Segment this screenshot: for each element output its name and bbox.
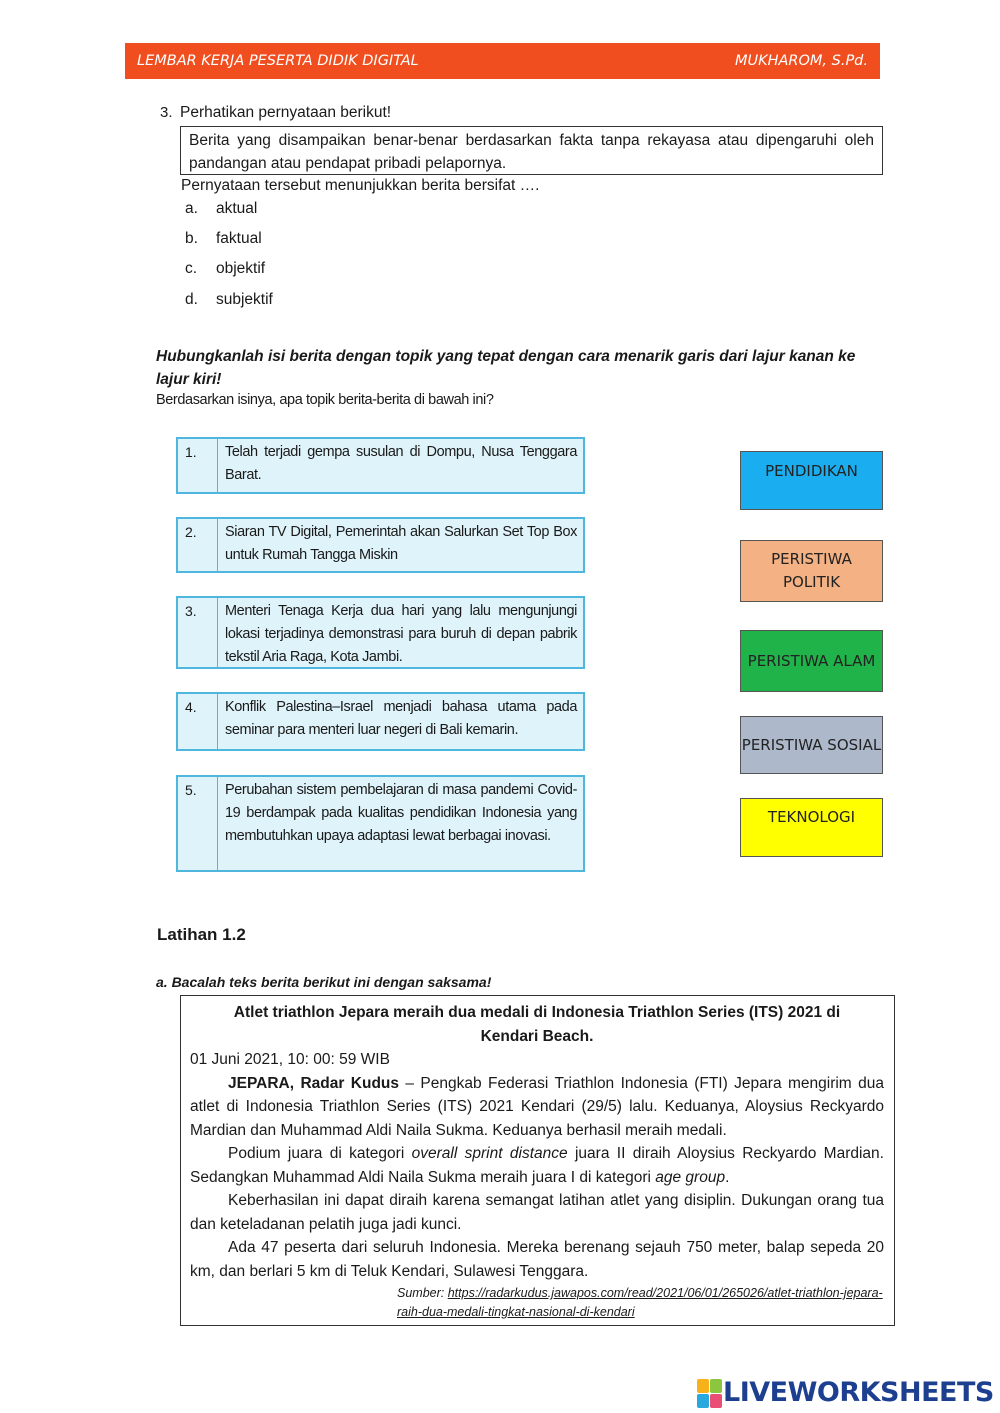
topic-peristiwa-politik[interactable]: PERISTIWA POLITIK	[740, 540, 883, 602]
option-letter: b.	[185, 230, 198, 247]
header-left-text: LEMBAR KERJA PESERTA DIDIK DIGITAL	[137, 53, 419, 69]
logo-square-icon	[697, 1394, 709, 1408]
reading-instruction: a. Bacalah teks berita berikut ini dengan saksama!	[156, 974, 492, 990]
news-number: 2.	[178, 519, 218, 571]
article-p2-em2: age group	[655, 1168, 726, 1186]
article-p2-b: juara II diraih Aloysius Reckyardo Mardian. Sedangkan Muhammad Aldi Naila Sukma meraih juara I di kategori	[190, 1145, 884, 1186]
news-text: Konflik Palestina–Israel menjadi bahasa utama pada seminar para menteri luar negeri di Bali kemarin.	[225, 699, 577, 738]
topic-peristiwa-alam[interactable]: PERISTIWA ALAM	[740, 630, 883, 692]
matching-sub-instruction: Berdasarkan isinya, apa topik berita-berita di bawah ini?	[156, 392, 494, 408]
latihan-heading: Latihan 1.2	[157, 925, 246, 944]
option-a[interactable]	[185, 200, 257, 218]
option-text: aktual	[216, 200, 258, 217]
news-article	[180, 995, 895, 1326]
matching-instruction: Hubungkanlah isi berita dengan topik yang tepat dengan cara menarik garis dari lajur kanan ke lajur kiri!	[156, 348, 856, 388]
option-letter: c.	[185, 260, 198, 277]
question-number: 3.	[160, 104, 173, 121]
article-source	[190, 1284, 884, 1322]
question-follow-up: Pernyataan tersebut menunjukkan berita bersifat ….	[181, 177, 540, 194]
news-text: Siaran TV Digital, Pemerintah akan Salurkan Set Top Box untuk Rumah Tangga Miskin	[225, 524, 577, 563]
option-text: faktual	[216, 230, 262, 247]
question-stem: Perhatikan pernyataan berikut!	[180, 104, 392, 121]
article-p2-c: .	[725, 1168, 730, 1186]
source-label: Sumber:	[397, 1286, 448, 1300]
article-dateline: JEPARA, Radar Kudus	[228, 1074, 399, 1092]
topic-teknologi[interactable]: TEKNOLOGI	[740, 798, 883, 857]
liveworksheets-brand: LIVEWORKSHEETS	[723, 1377, 994, 1408]
header-bar	[125, 43, 880, 79]
news-text: Telah terjadi gempa susulan di Dompu, Nusa Tenggara Barat.	[225, 444, 577, 483]
option-c[interactable]	[185, 260, 265, 278]
article-p2-em1: overall sprint distance	[411, 1145, 568, 1162]
article-paragraph-3: Keberhasilan ini dapat diraih karena semangat latihan atlet yang disiplin. Dukungan orang tua dan keteladanan pelatih juga jadi kunci.	[190, 1192, 884, 1233]
news-item-1[interactable]	[176, 437, 585, 494]
news-item-5[interactable]	[176, 775, 585, 872]
news-number: 1.	[178, 439, 218, 492]
logo-square-icon	[710, 1379, 722, 1393]
news-item-4[interactable]	[176, 692, 585, 751]
liveworksheets-mark-icon	[697, 1379, 721, 1407]
logo-square-icon	[697, 1379, 709, 1393]
news-text: Perubahan sistem pembelajaran di masa pandemi Covid-19 berdampak pada kualitas pendidikan Indonesia yang membutuhkan upaya adaptasi lewat berbagai inovasi.	[225, 782, 577, 844]
news-number: 4.	[178, 694, 218, 749]
article-p2-a: Podium juara di kategori	[228, 1145, 412, 1162]
article-title: Atlet triathlon Jepara meraih dua medali di Indonesia Triathlon Series (ITS) 2021 di Kendari Beach.	[233, 1004, 841, 1045]
article-p1-text: – Pengkab Federasi Triathlon Indonesia (FTI) Jepara mengirim dua atlet di Indonesia Triathlon Series (ITS) 2021 Kendari (29/5) lalu. Keduanya, Aloysius Reckyardo Mardian dan Muhammad Aldi Naila Sukma. Keduanya berhasil meraih medali.	[190, 1074, 884, 1139]
article-paragraph-2	[190, 1142, 884, 1189]
article-date: 01 Juni 2021, 10: 00: 59 WIB	[190, 1051, 390, 1068]
topic-peristiwa-sosial[interactable]: PERISTIWA SOSIAL	[740, 716, 883, 774]
option-b[interactable]	[185, 230, 262, 248]
option-letter: a.	[185, 200, 198, 217]
news-text: Menteri Tenaga Kerja dua hari yang lalu mengunjungi lokasi terjadinya demonstrasi para buruh di depan pabrik tekstil Aria Raga, Kota Jambi.	[225, 603, 577, 665]
statement-box: Berita yang disampaikan benar-benar berdasarkan fakta tanpa rekayasa atau dipengaruhi oleh pandangan atau pendapat pribadi pelapornya.	[180, 126, 883, 175]
option-text: objektif	[216, 260, 266, 277]
news-number: 5.	[178, 777, 218, 870]
news-number: 3.	[178, 598, 218, 667]
option-letter: d.	[185, 291, 198, 308]
logo-square-icon	[710, 1394, 722, 1408]
news-item-3[interactable]	[176, 596, 585, 669]
article-paragraph-4: Ada 47 peserta dari seluruh Indonesia. Mereka berenang sejauh 750 meter, balap sepeda 20 km, dan berlari 5 km di Teluk Kendari, Sulawesi Tenggara.	[190, 1239, 884, 1280]
liveworksheets-logo	[697, 1377, 994, 1408]
option-text: subjektif	[216, 291, 273, 308]
article-paragraph-1	[190, 1072, 884, 1143]
header-right-text: MUKHAROM, S.Pd.	[734, 53, 868, 69]
news-item-2[interactable]	[176, 517, 585, 573]
option-d[interactable]	[185, 291, 273, 309]
topic-pendidikan[interactable]: PENDIDIKAN	[740, 451, 883, 510]
source-link[interactable]: https://radarkudus.jawapos.com/read/2021/06/01/265026/atlet-triathlon-jepara-raih-dua-medali-tingkat-nasional-di-kendari	[397, 1286, 883, 1319]
